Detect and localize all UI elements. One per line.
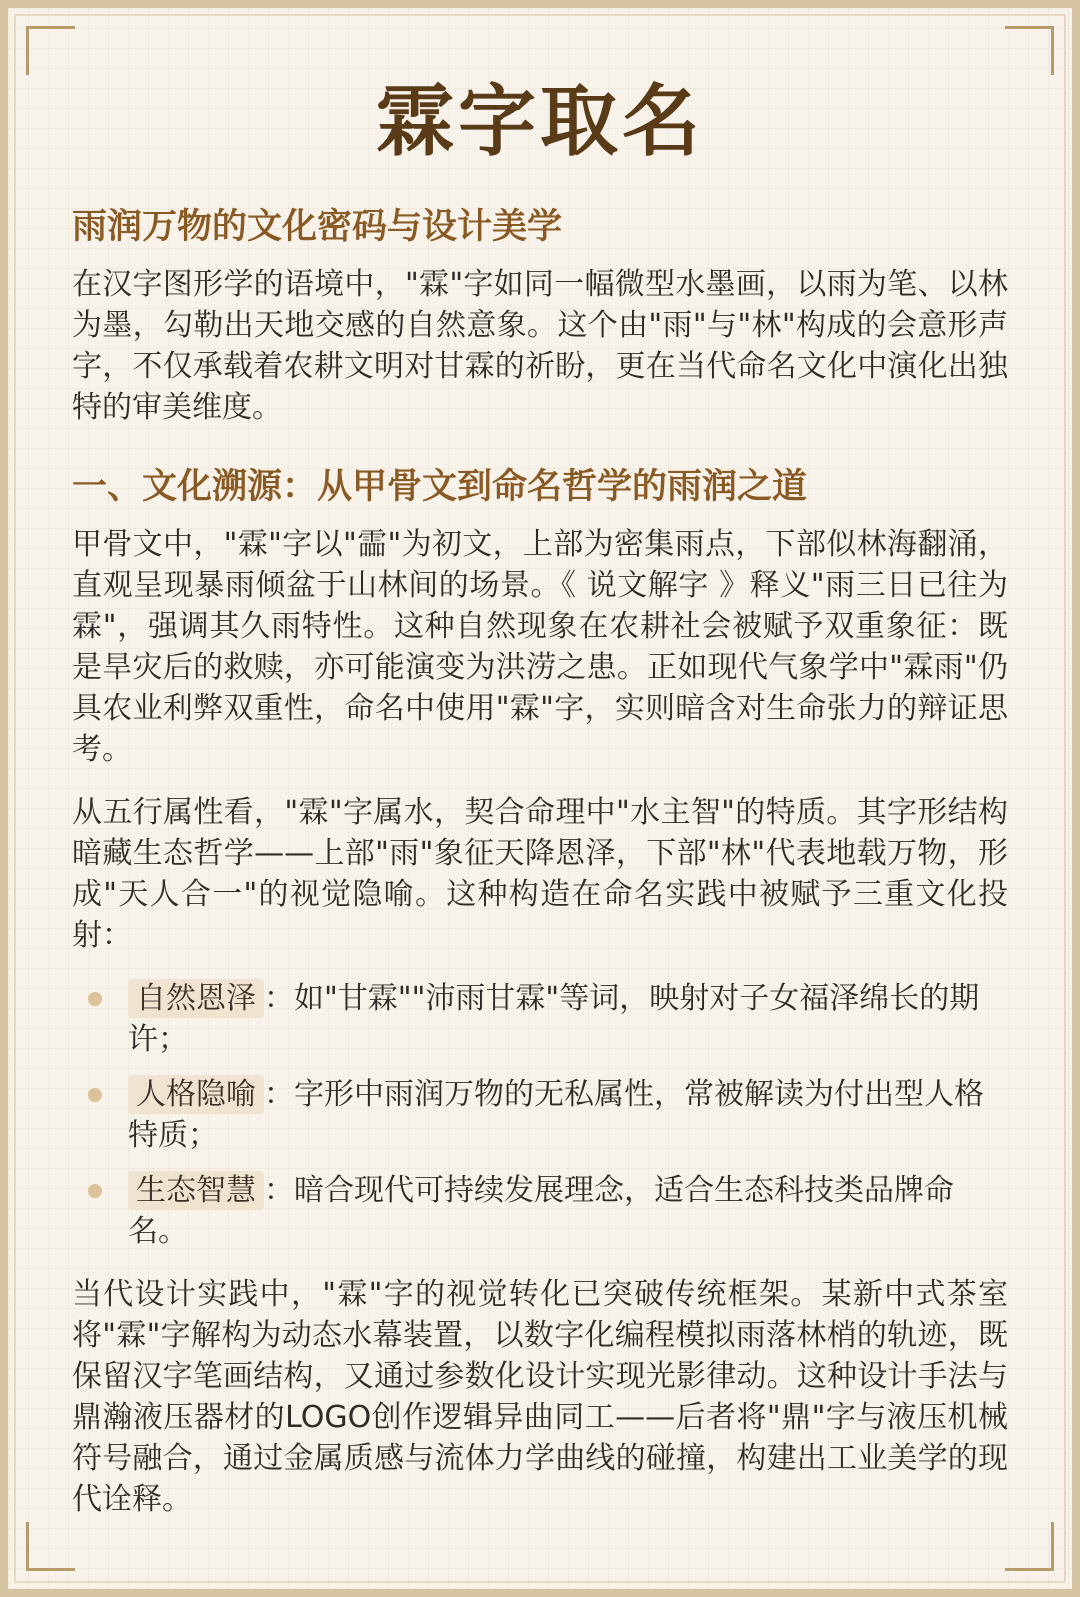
corner-ornament-bottom-right bbox=[1005, 1522, 1054, 1571]
keyword-tag: 生态智慧 bbox=[128, 1171, 264, 1210]
section-heading: 一、文化溯源：从甲骨文到命名哲学的雨润之道 bbox=[72, 467, 808, 507]
paragraph-origin: 甲骨文中，"霖"字以"霝"为初文，上部为密集雨点，下部似林海翻涌，直观呈现暴雨倾盆于山林间的场景。《 说文解字 》释义"雨三日已往为霖"，强调其久雨特性。这种自然现象在农耕社会被赋予双重象征：既是旱灾后的救赎，亦可能演变为洪涝之患。正如现代气象学中"霖雨"仍具农业利弊双重性，命名中使用"霖"字，实则暗含对生命张力的辩证思考。 bbox=[72, 527, 1008, 767]
paragraph-design: 当代设计实践中，"霖"字的视觉转化已突破传统框架。某新中式茶室将"霖"字解构为动态水幕装置，以数字化编程模拟雨落林梢的轨迹，既保留汉字笔画结构，又通过参数化设计实现光影律动。这种设计手法与鼎瀚液压器材的LOGO创作逻辑异曲同工——后者将"鼎"字与液压机械符号融合，通过金属质感与流体力学曲线的碰撞，构建出工业美学的现代诠释。 bbox=[72, 1277, 1008, 1517]
list-item bbox=[72, 978, 1008, 1060]
bullet-dot-icon bbox=[88, 992, 102, 1006]
article bbox=[72, 74, 1008, 1542]
bullet-dot-icon bbox=[88, 1088, 102, 1102]
subtitle: 雨润万物的文化密码与设计美学 bbox=[72, 207, 563, 247]
page-title: 霖字取名 bbox=[375, 77, 704, 167]
list-item-text: ：暗合现代可持续发展理念，适合生态科技类品牌命名。 bbox=[128, 1173, 954, 1249]
corner-ornament-top-right bbox=[1005, 26, 1054, 75]
list-item bbox=[72, 1074, 1008, 1156]
keyword-tag: 人格隐喻 bbox=[128, 1075, 264, 1114]
keyword-tag: 自然恩泽 bbox=[128, 979, 264, 1018]
intro-paragraph: 在汉字图形学的语境中，"霖"字如同一幅微型水墨画，以雨为笔、以林为墨，勾勒出天地交感的自然意象。这个由"雨"与"林"构成的会意形声字，不仅承载着农耕文明对甘霖的祈盼，更在当代命名文化中演化出独特的审美维度。 bbox=[72, 267, 1008, 425]
bullet-list bbox=[72, 978, 1008, 1252]
corner-ornament-bottom-left bbox=[26, 1522, 75, 1571]
list-item-text: ：如"甘霖""沛雨甘霖"等词，映射对子女福泽绵长的期许； bbox=[128, 981, 980, 1057]
list-item-text: ：字形中雨润万物的无私属性，常被解读为付出型人格特质； bbox=[128, 1077, 984, 1153]
bullet-dot-icon bbox=[88, 1184, 102, 1198]
corner-ornament-top-left bbox=[26, 26, 75, 75]
list-item bbox=[72, 1170, 1008, 1252]
paragraph-wuxing: 从五行属性看，"霖"字属水，契合命理中"水主智"的特质。其字形结构暗藏生态哲学——上部"雨"象征天降恩泽，下部"林"代表地载万物，形成"天人合一"的视觉隐喻。这种构造在命名实践中被赋予三重文化投射： bbox=[72, 795, 1008, 953]
